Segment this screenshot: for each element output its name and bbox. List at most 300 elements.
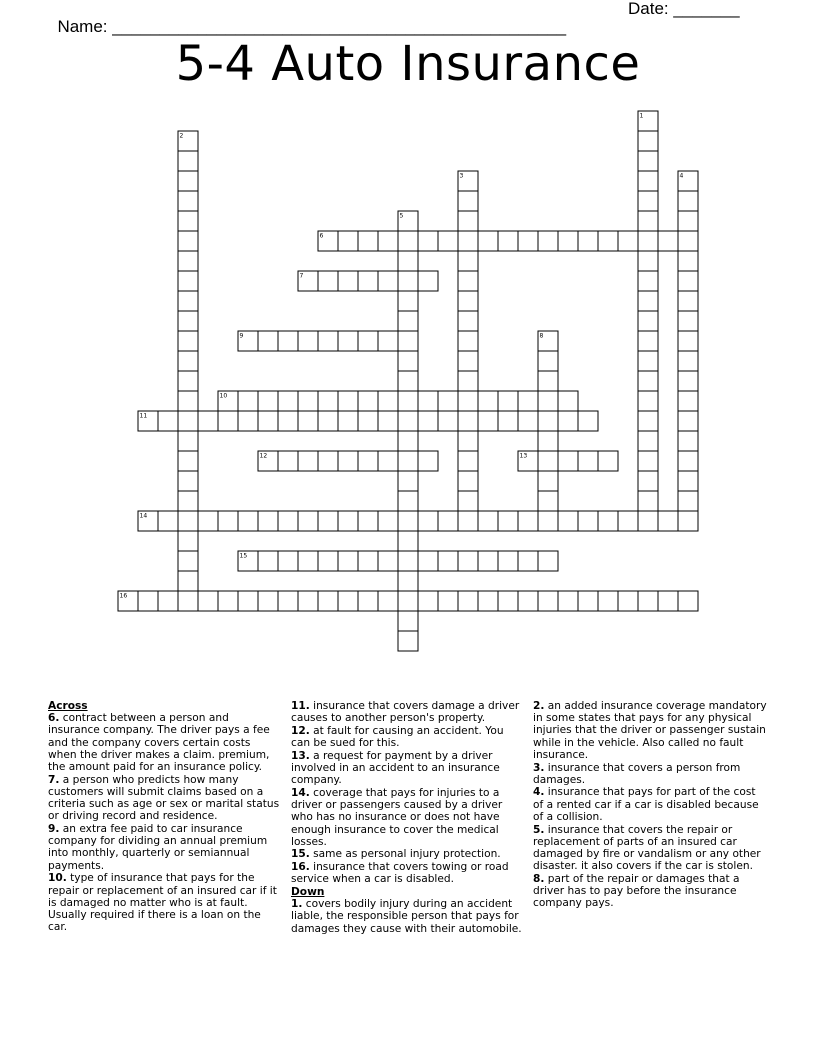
grid-cell[interactable] [458, 271, 478, 291]
grid-cell[interactable] [638, 491, 658, 511]
clue-text: a person who predicts how many customers will submit claims based on a criteria such as age or sex or marital status or driving record and residence. [48, 773, 280, 823]
grid-cell[interactable] [678, 471, 698, 491]
grid-cell[interactable] [358, 511, 378, 531]
grid-cell[interactable] [338, 231, 358, 251]
grid-cell[interactable] [678, 391, 698, 411]
clue-text: insurance that pays for part of the cost of a rented car if a car is disabled because of a collision. [533, 786, 759, 823]
clue-text: an extra fee paid to car insurance company for dividing an annual premium into monthly, quarterly or semiannual payments. [48, 823, 268, 872]
grid-cell[interactable] [558, 231, 578, 251]
grid-cell[interactable] [638, 271, 658, 291]
grid-cell[interactable] [298, 391, 318, 411]
grid-cell[interactable] [278, 451, 298, 471]
grid-cell[interactable] [458, 251, 478, 271]
grid-cell[interactable] [158, 591, 178, 611]
grid-cell[interactable] [458, 351, 478, 371]
grid-cell[interactable] [458, 411, 478, 431]
grid-cell[interactable] [538, 511, 558, 531]
grid-cell[interactable] [558, 591, 578, 611]
clue-text: a request for payment by a driver involved in an accident to an insurance company. [291, 749, 500, 787]
grid-cell[interactable] [438, 591, 458, 611]
clue-number: 10 [219, 392, 228, 400]
name-field[interactable]: Name: ________________________________________________ [57, 17, 567, 36]
clue-number: 14 [139, 512, 148, 520]
grid-cell[interactable] [338, 551, 358, 571]
grid-cell[interactable] [338, 511, 358, 531]
grid-cell[interactable] [178, 531, 198, 551]
clue-number: 1 [639, 112, 644, 120]
grid-cell[interactable] [378, 451, 398, 471]
grid-cell[interactable] [238, 591, 258, 611]
grid-cell[interactable] [598, 511, 618, 531]
grid-cell[interactable] [638, 471, 658, 491]
down-clue [533, 700, 767, 761]
grid-cell[interactable] [258, 591, 278, 611]
grid-cell[interactable] [638, 291, 658, 311]
across-clue [291, 861, 525, 885]
grid-cell[interactable] [338, 331, 358, 351]
grid-cell[interactable] [638, 251, 658, 271]
grid-cell[interactable] [498, 231, 518, 251]
grid-cell[interactable] [178, 451, 198, 471]
grid-cell[interactable] [478, 591, 498, 611]
grid-cell[interactable] [398, 551, 418, 571]
grid-cell[interactable] [518, 511, 538, 531]
grid-cell[interactable] [618, 231, 638, 251]
grid-cell[interactable] [178, 271, 198, 291]
grid-cell[interactable] [378, 231, 398, 251]
grid-cell[interactable] [178, 211, 198, 231]
grid-cell[interactable] [678, 371, 698, 391]
date-field[interactable]: Date: _______ [628, 0, 740, 18]
grid-cell[interactable] [578, 231, 598, 251]
grid-cell[interactable] [638, 411, 658, 431]
across-clue [48, 823, 282, 872]
across-clue [48, 774, 282, 823]
down-clue [291, 898, 525, 935]
clue-number-label: 5. [533, 823, 545, 836]
grid-cell[interactable] [558, 451, 578, 471]
clue-text: insurance that covers towing or road service when a car is disabled. [291, 861, 509, 886]
clue-text: contract between a person and insurance company. The driver pays a fee and the company covers certain costs when the driver makes a claim. premium, the amount paid for an insurance policy. [48, 712, 270, 774]
grid-cell[interactable] [478, 231, 498, 251]
grid-cell[interactable] [358, 391, 378, 411]
grid-cell[interactable] [358, 551, 378, 571]
clue-number-label: 12. [291, 724, 310, 737]
grid-cell[interactable] [178, 411, 198, 431]
grid-cell[interactable] [558, 411, 578, 431]
down-heading: Down [291, 886, 325, 899]
grid-cell[interactable] [178, 171, 198, 191]
grid-cell[interactable] [618, 591, 638, 611]
grid-cell[interactable] [218, 411, 238, 431]
grid-cell[interactable] [458, 331, 478, 351]
grid-cell[interactable] [598, 591, 618, 611]
clue-number-label: 11. [291, 700, 310, 712]
grid-cell[interactable] [418, 411, 438, 431]
grid-cell[interactable] [378, 591, 398, 611]
clue-text: coverage that pays for injuries to a driver or passengers caused by a driver who has no insurance or does not have enough insurance to cover the medical losses. [291, 786, 503, 848]
grid-cell[interactable] [478, 551, 498, 571]
grid-cell[interactable] [638, 311, 658, 331]
grid-cell[interactable] [398, 291, 418, 311]
clue-text: insurance that covers damage a driver causes to another person's property. [291, 700, 520, 725]
grid-cell[interactable] [358, 271, 378, 291]
grid-cell[interactable] [638, 431, 658, 451]
grid-cell[interactable] [638, 151, 658, 171]
clue-number-label: 9. [48, 823, 60, 836]
grid-cell[interactable] [538, 491, 558, 511]
clue-text: insurance that covers a person from damages. [533, 761, 741, 786]
grid-cell[interactable] [398, 611, 418, 631]
grid-cell[interactable] [178, 351, 198, 371]
down-clue [533, 762, 767, 786]
grid-cell[interactable] [338, 411, 358, 431]
grid-cell[interactable] [318, 411, 338, 431]
grid-cell[interactable] [278, 411, 298, 431]
grid-cell[interactable] [338, 271, 358, 291]
grid-cell[interactable] [418, 271, 438, 291]
across-clue [291, 848, 525, 860]
grid-cell[interactable] [178, 311, 198, 331]
clue-number-label: 3. [533, 761, 545, 774]
grid-cell[interactable] [378, 411, 398, 431]
grid-cell[interactable] [238, 391, 258, 411]
grid-cell[interactable] [178, 231, 198, 251]
clue-number-label: 10. [48, 872, 67, 885]
grid-cell[interactable] [358, 331, 378, 351]
grid-cell[interactable] [458, 451, 478, 471]
grid-cell[interactable] [618, 511, 638, 531]
grid-cell[interactable] [638, 391, 658, 411]
grid-cell[interactable] [278, 551, 298, 571]
grid-cell[interactable] [258, 411, 278, 431]
grid-cell[interactable] [238, 411, 258, 431]
clue-number-label: 2. [533, 700, 545, 712]
grid-cell[interactable] [538, 591, 558, 611]
grid-cell[interactable] [438, 511, 458, 531]
clue-number: 16 [119, 592, 128, 600]
grid-cell[interactable] [658, 511, 678, 531]
grid-cell[interactable] [278, 591, 298, 611]
clue-number-label: 13. [291, 749, 310, 762]
grid-cell[interactable] [178, 291, 198, 311]
clue-text: at fault for causing an accident. You can be sued for this. [291, 724, 504, 750]
grid-cell[interactable] [398, 331, 418, 351]
grid-cell[interactable] [478, 411, 498, 431]
grid-cell[interactable] [398, 531, 418, 551]
across-clue [48, 872, 282, 933]
clues-column-3 [533, 700, 767, 910]
grid-cell[interactable] [318, 451, 338, 471]
grid-cell[interactable] [398, 591, 418, 611]
grid-cell[interactable] [398, 631, 418, 651]
clue-number: 11 [139, 412, 148, 420]
grid-cell[interactable] [638, 191, 658, 211]
grid-cell[interactable] [338, 591, 358, 611]
grid-cell[interactable] [478, 511, 498, 531]
grid-cell[interactable] [518, 591, 538, 611]
grid-cell[interactable] [178, 491, 198, 511]
grid-cell[interactable] [358, 591, 378, 611]
grid-cell[interactable] [338, 391, 358, 411]
grid-cell[interactable] [678, 411, 698, 431]
grid-cell[interactable] [418, 511, 438, 531]
grid-cell[interactable] [578, 591, 598, 611]
grid-cell[interactable] [358, 451, 378, 471]
clue-number: 8 [539, 332, 544, 340]
grid-cell[interactable] [358, 231, 378, 251]
grid-cell[interactable] [398, 411, 418, 431]
grid-cell[interactable] [558, 511, 578, 531]
clue-text: part of the repair or damages that a driver has to pay before the insurance company pays. [533, 872, 740, 910]
grid-cell[interactable] [178, 151, 198, 171]
clue-number-label: 16. [291, 861, 310, 874]
grid-cell[interactable] [378, 511, 398, 531]
grid-cell[interactable] [678, 191, 698, 211]
clue-number-label: 4. [533, 786, 545, 799]
grid-cell[interactable] [678, 351, 698, 371]
grid-cell[interactable] [378, 271, 398, 291]
grid-cell[interactable] [398, 371, 418, 391]
grid-cell[interactable] [458, 291, 478, 311]
grid-cell[interactable] [318, 391, 338, 411]
grid-cell[interactable] [398, 391, 418, 411]
grid-cell[interactable] [338, 451, 358, 471]
clue-text: type of insurance that pays for the repair or replacement of an insured car if it is damaged no matter who is at fault. Usually required if there is a loan on the car. [48, 872, 277, 934]
grid-cell[interactable] [298, 551, 318, 571]
grid-cell[interactable] [318, 331, 338, 351]
grid-cell[interactable] [638, 211, 658, 231]
grid-cell[interactable] [298, 511, 318, 531]
grid-cell[interactable] [278, 391, 298, 411]
grid-cell[interactable] [238, 511, 258, 531]
grid-cell[interactable] [178, 391, 198, 411]
grid-cell[interactable] [398, 571, 418, 591]
grid-cell[interactable] [198, 511, 218, 531]
clue-number-label: 1. [291, 898, 303, 911]
grid-cell[interactable] [158, 511, 178, 531]
grid-cell[interactable] [458, 391, 478, 411]
grid-cell[interactable] [318, 271, 338, 291]
grid-cell[interactable] [578, 451, 598, 471]
grid-cell[interactable] [398, 351, 418, 371]
grid-cell[interactable] [178, 511, 198, 531]
across-clue [291, 725, 525, 749]
grid-cell[interactable] [538, 471, 558, 491]
grid-cell[interactable] [178, 551, 198, 571]
clue-number: 4 [679, 172, 684, 180]
across-clue [291, 787, 525, 848]
clue-number: 6 [319, 232, 324, 240]
grid-cell[interactable] [418, 591, 438, 611]
grid-cell[interactable] [178, 191, 198, 211]
grid-cell[interactable] [638, 511, 658, 531]
clue-text: insurance that covers the repair or replacement of parts of an insured car damaged by fire or vandalism or any other disaster. it also covers if the car is stolen. [533, 823, 761, 873]
grid-cell[interactable] [198, 411, 218, 431]
grid-cell[interactable] [678, 211, 698, 231]
grid-cell[interactable] [458, 471, 478, 491]
grid-cell[interactable] [538, 411, 558, 431]
grid-cell[interactable] [438, 411, 458, 431]
clue-number: 5 [399, 212, 404, 220]
grid-cell[interactable] [538, 431, 558, 451]
grid-cell[interactable] [638, 591, 658, 611]
grid-cell[interactable] [298, 331, 318, 351]
grid-cell[interactable] [458, 431, 478, 451]
grid-cell[interactable] [398, 491, 418, 511]
grid-cell[interactable] [378, 391, 398, 411]
grid-cell[interactable] [678, 431, 698, 451]
grid-cell[interactable] [598, 451, 618, 471]
clue-number: 3 [459, 172, 464, 180]
grid-cell[interactable] [258, 551, 278, 571]
grid-cell[interactable] [678, 591, 698, 611]
grid-cell[interactable] [418, 391, 438, 411]
grid-cell[interactable] [498, 551, 518, 571]
grid-cell[interactable] [638, 171, 658, 191]
grid-cell[interactable] [538, 451, 558, 471]
grid-cell[interactable] [278, 331, 298, 351]
across-clue [48, 712, 282, 773]
grid-cell[interactable] [678, 231, 698, 251]
grid-cell[interactable] [318, 511, 338, 531]
grid-cell[interactable] [678, 451, 698, 471]
grid-cell[interactable] [178, 251, 198, 271]
grid-cell[interactable] [558, 391, 578, 411]
grid-cell[interactable] [638, 351, 658, 371]
grid-cell[interactable] [398, 431, 418, 451]
grid-cell[interactable] [418, 451, 438, 471]
grid-cell[interactable] [458, 231, 478, 251]
grid-cell[interactable] [458, 591, 478, 611]
clue-text: same as personal injury protection. [309, 848, 501, 861]
grid-cell[interactable] [498, 411, 518, 431]
grid-cell[interactable] [178, 591, 198, 611]
grid-cell[interactable] [178, 371, 198, 391]
clue-number-label: 14. [291, 786, 310, 799]
grid-cell[interactable] [398, 511, 418, 531]
clue-number-label: 8. [533, 872, 545, 885]
grid-cell[interactable] [638, 131, 658, 151]
grid-cell[interactable] [378, 331, 398, 351]
grid-cell[interactable] [538, 391, 558, 411]
clue-number: 15 [239, 552, 248, 560]
grid-cell[interactable] [678, 511, 698, 531]
grid-cell[interactable] [418, 231, 438, 251]
grid-cell[interactable] [538, 371, 558, 391]
across-heading: Across [48, 700, 88, 712]
grid-cell[interactable] [178, 471, 198, 491]
grid-cell[interactable] [438, 391, 458, 411]
grid-cell[interactable] [258, 391, 278, 411]
grid-cell[interactable] [678, 251, 698, 271]
grid-cell[interactable] [458, 491, 478, 511]
clue-number-label: 15. [291, 848, 310, 861]
grid-cell[interactable] [398, 231, 418, 251]
page-title: 5-4 Auto Insurance [175, 36, 641, 92]
grid-cell[interactable] [178, 331, 198, 351]
grid-cell[interactable] [298, 451, 318, 471]
grid-cell[interactable] [158, 411, 178, 431]
grid-cell[interactable] [518, 411, 538, 431]
grid-cell[interactable] [538, 551, 558, 571]
clue-text: an added insurance coverage mandatory in some states that pays for any physical injuries that the driver or passenger sustain while in the vehicle. Also called no fault insurance. [533, 700, 767, 761]
grid-cell[interactable] [638, 451, 658, 471]
grid-cell[interactable] [458, 511, 478, 531]
grid-cell[interactable] [438, 551, 458, 571]
down-clue [533, 824, 767, 873]
grid-cell[interactable] [138, 591, 158, 611]
grid-cell[interactable] [458, 551, 478, 571]
grid-cell[interactable] [398, 451, 418, 471]
grid-cell[interactable] [678, 311, 698, 331]
grid-cell[interactable] [678, 491, 698, 511]
grid-cell[interactable] [398, 251, 418, 271]
grid-cell[interactable] [438, 231, 458, 251]
grid-cell[interactable] [538, 231, 558, 251]
clue-number: 9 [239, 332, 244, 340]
grid-cell[interactable] [218, 591, 238, 611]
clues-column-2 [291, 700, 525, 935]
grid-cell[interactable] [518, 551, 538, 571]
grid-cell[interactable] [178, 571, 198, 591]
grid-cell[interactable] [378, 551, 398, 571]
grid-cell[interactable] [458, 191, 478, 211]
across-clue [291, 750, 525, 787]
grid-cell[interactable] [458, 211, 478, 231]
grid-cell[interactable] [498, 391, 518, 411]
grid-cell[interactable] [478, 391, 498, 411]
grid-cell[interactable] [678, 291, 698, 311]
grid-cell[interactable] [458, 371, 478, 391]
grid-cell[interactable] [258, 331, 278, 351]
grid-cell[interactable] [298, 411, 318, 431]
grid-cell[interactable] [498, 591, 518, 611]
grid-cell[interactable] [678, 331, 698, 351]
grid-cell[interactable] [518, 391, 538, 411]
grid-cell[interactable] [498, 511, 518, 531]
grid-cell[interactable] [178, 431, 198, 451]
grid-cell[interactable] [638, 331, 658, 351]
grid-cell[interactable] [638, 371, 658, 391]
grid-cell[interactable] [398, 471, 418, 491]
grid-cell[interactable] [398, 271, 418, 291]
grid-cell[interactable] [638, 231, 658, 251]
clue-text: covers bodily injury during an accident liable, the responsible person that pays for damages they cause with their automobile. [291, 898, 522, 935]
grid-cell[interactable] [278, 511, 298, 531]
grid-cell[interactable] [578, 511, 598, 531]
grid-cell[interactable] [218, 511, 238, 531]
across-clue [291, 700, 525, 724]
grid-cell[interactable] [518, 231, 538, 251]
grid-cell[interactable] [658, 591, 678, 611]
grid-cell[interactable] [258, 511, 278, 531]
grid-cell[interactable] [198, 591, 218, 611]
grid-cell[interactable] [318, 551, 338, 571]
grid-cell[interactable] [658, 231, 678, 251]
grid-cell[interactable] [458, 311, 478, 331]
grid-cell[interactable] [358, 411, 378, 431]
grid-cell[interactable] [418, 551, 438, 571]
grid-cell[interactable] [578, 411, 598, 431]
grid-cell[interactable] [398, 311, 418, 331]
clue-number: 2 [179, 132, 184, 140]
grid-cell[interactable] [598, 231, 618, 251]
grid-cell[interactable] [298, 591, 318, 611]
grid-cell[interactable] [678, 271, 698, 291]
grid-cell[interactable] [318, 591, 338, 611]
grid-cell[interactable] [538, 351, 558, 371]
